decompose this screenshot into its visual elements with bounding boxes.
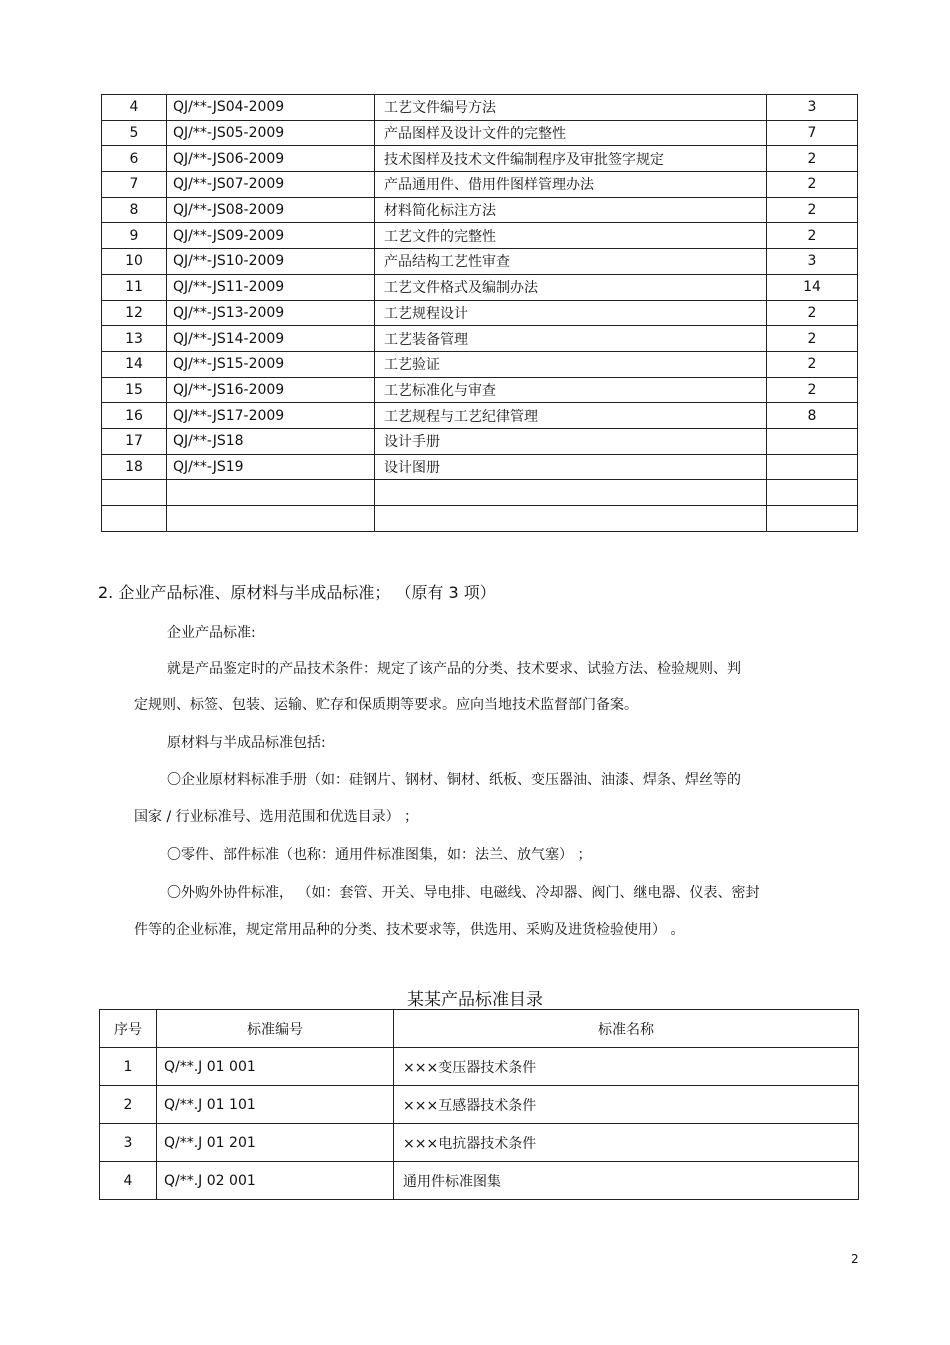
cell-page-count: 2 [767,223,858,249]
paragraph-outsourced-parts-line2: 件等的企业标准，规定常用品种的分类、技术要求等，供选用、采购及进货检验使用） 。 [134,922,685,938]
cell-standard-code [167,506,375,532]
cell-standard-name: 工艺装备管理 [375,326,767,352]
table-row [102,172,858,198]
cell-standard-name: 设计手册 [375,428,767,454]
table-header-row [100,1010,859,1048]
cell-standard-code: QJ/**-JS04-2009 [167,95,375,121]
table-row [102,146,858,172]
table-caption: 某某产品标准目录 [407,990,543,1010]
cell-standard-code: Q/**.J 01 101 [157,1086,394,1124]
cell-serial-no: 9 [102,223,167,249]
cell-serial-no: 3 [100,1124,157,1162]
cell-serial-no: 7 [102,172,167,198]
cell-standard-code: Q/**.J 01 201 [157,1124,394,1162]
cell-serial-no: 17 [102,428,167,454]
cell-standard-name: 工艺规程设计 [375,300,767,326]
header-standard-name: 标准名称 [394,1010,859,1048]
cell-standard-name: ×××电抗器技术条件 [394,1124,859,1162]
cell-standard-code: QJ/**-JS09-2009 [167,223,375,249]
cell-page-count: 7 [767,120,858,146]
paragraph-product-standard-desc-line2: 定规则、标签、包装、运输、贮存和保质期等要求。应向当地技术监督部门备案。 [134,697,638,713]
paragraph-parts-standard: 〇零件、部件标准（也称：通用件标准图集，如：法兰、放气塞） ； [167,847,592,863]
cell-serial-no: 16 [102,403,167,429]
table-row [102,403,858,429]
cell-page-count: 8 [767,403,858,429]
cell-serial-no: 5 [102,120,167,146]
cell-page-count: 3 [767,95,858,121]
cell-standard-name [375,480,767,506]
cell-page-count: 2 [767,146,858,172]
table-row [102,506,858,532]
paragraph-outsourced-parts-line1: 〇外购外协件标准， （如：套管、开关、导电排、电磁线、冷却器、阀门、继电器、仪表、密封 [167,885,760,901]
cell-page-count [767,428,858,454]
cell-standard-name [375,506,767,532]
cell-serial-no: 11 [102,274,167,300]
cell-standard-name: 工艺文件的完整性 [375,223,767,249]
cell-serial-no: 6 [102,146,167,172]
cell-page-count: 2 [767,351,858,377]
paragraph-raw-material-label: 原材料与半成品标准包括: [167,735,326,751]
cell-page-count: 2 [767,300,858,326]
cell-standard-code: QJ/**-JS14-2009 [167,326,375,352]
table-row [102,223,858,249]
product-standard-catalog-table [99,1009,859,1200]
cell-standard-name: 设计图册 [375,454,767,480]
standards-list-body [102,95,858,532]
table-row [102,454,858,480]
paragraph-product-standard-label: 企业产品标准: [167,625,256,641]
cell-serial-no: 8 [102,197,167,223]
cell-serial-no [102,506,167,532]
cell-standard-code: Q/**.J 02 001 [157,1162,394,1200]
table-row [102,428,858,454]
paragraph-material-manual-line1: 〇企业原材料标准手册（如：硅钢片、钢材、铜材、纸板、变压器油、油漆、焊条、焊丝等的 [167,772,741,788]
paragraph-material-manual-line2: 国家 / 行业标准号、选用范围和优选目录） ； [134,809,419,825]
table-row [102,326,858,352]
cell-standard-name: 通用件标准图集 [394,1162,859,1200]
cell-standard-code [167,480,375,506]
table-row [102,197,858,223]
cell-page-count: 2 [767,377,858,403]
cell-serial-no: 13 [102,326,167,352]
cell-standard-name: 工艺文件编号方法 [375,95,767,121]
cell-standard-code: QJ/**-JS18 [167,428,375,454]
table-row [100,1048,859,1086]
table-row [102,480,858,506]
cell-page-count [767,480,858,506]
cell-standard-name: 产品结构工艺性审查 [375,249,767,275]
cell-standard-code: QJ/**-JS16-2009 [167,377,375,403]
cell-serial-no: 4 [100,1162,157,1200]
table-row [100,1124,859,1162]
page-number: 2 [851,1252,859,1266]
table-row [102,351,858,377]
cell-standard-name: 产品图样及设计文件的完整性 [375,120,767,146]
cell-standard-code: QJ/**-JS17-2009 [167,403,375,429]
header-standard-code: 标准编号 [157,1010,394,1048]
table-row [102,120,858,146]
cell-serial-no: 12 [102,300,167,326]
cell-page-count: 14 [767,274,858,300]
cell-serial-no: 1 [100,1048,157,1086]
cell-serial-no: 14 [102,351,167,377]
cell-standard-name: 工艺验证 [375,351,767,377]
cell-standard-name: ×××互感器技术条件 [394,1086,859,1124]
cell-standard-name: 工艺规程与工艺纪律管理 [375,403,767,429]
cell-serial-no: 10 [102,249,167,275]
table-row [102,300,858,326]
cell-standard-code: QJ/**-JS05-2009 [167,120,375,146]
cell-standard-code: Q/**.J 01 001 [157,1048,394,1086]
cell-page-count [767,506,858,532]
table-row [102,95,858,121]
cell-standard-code: QJ/**-JS08-2009 [167,197,375,223]
cell-standard-code: QJ/**-JS15-2009 [167,351,375,377]
cell-serial-no [102,480,167,506]
table-row [102,377,858,403]
cell-standard-name: ×××变压器技术条件 [394,1048,859,1086]
cell-standard-code: QJ/**-JS11-2009 [167,274,375,300]
cell-serial-no: 18 [102,454,167,480]
cell-page-count [767,454,858,480]
table-row [102,249,858,275]
cell-standard-code: QJ/**-JS19 [167,454,375,480]
catalog-body [100,1048,859,1200]
section-2-heading: 2. 企业产品标准、原材料与半成品标准； （原有 3 项） [98,583,496,602]
standards-list-table [101,94,858,532]
cell-serial-no: 4 [102,95,167,121]
cell-standard-name: 产品通用件、借用件图样管理办法 [375,172,767,198]
cell-serial-no: 2 [100,1086,157,1124]
paragraph-product-standard-desc-line1: 就是产品鉴定时的产品技术条件：规定了该产品的分类、技术要求、试验方法、检验规则、判 [167,661,741,677]
cell-standard-code: QJ/**-JS07-2009 [167,172,375,198]
cell-serial-no: 15 [102,377,167,403]
cell-standard-code: QJ/**-JS10-2009 [167,249,375,275]
cell-page-count: 2 [767,172,858,198]
cell-standard-code: QJ/**-JS13-2009 [167,300,375,326]
table-row [100,1162,859,1200]
cell-page-count: 3 [767,249,858,275]
cell-standard-name: 材料简化标注方法 [375,197,767,223]
cell-standard-name: 工艺标准化与审查 [375,377,767,403]
table-row [102,274,858,300]
cell-standard-name: 技术图样及技术文件编制程序及审批签字规定 [375,146,767,172]
cell-page-count: 2 [767,197,858,223]
table-row [100,1086,859,1124]
cell-page-count: 2 [767,326,858,352]
cell-standard-name: 工艺文件格式及编制办法 [375,274,767,300]
header-serial-no: 序号 [100,1010,157,1048]
cell-standard-code: QJ/**-JS06-2009 [167,146,375,172]
